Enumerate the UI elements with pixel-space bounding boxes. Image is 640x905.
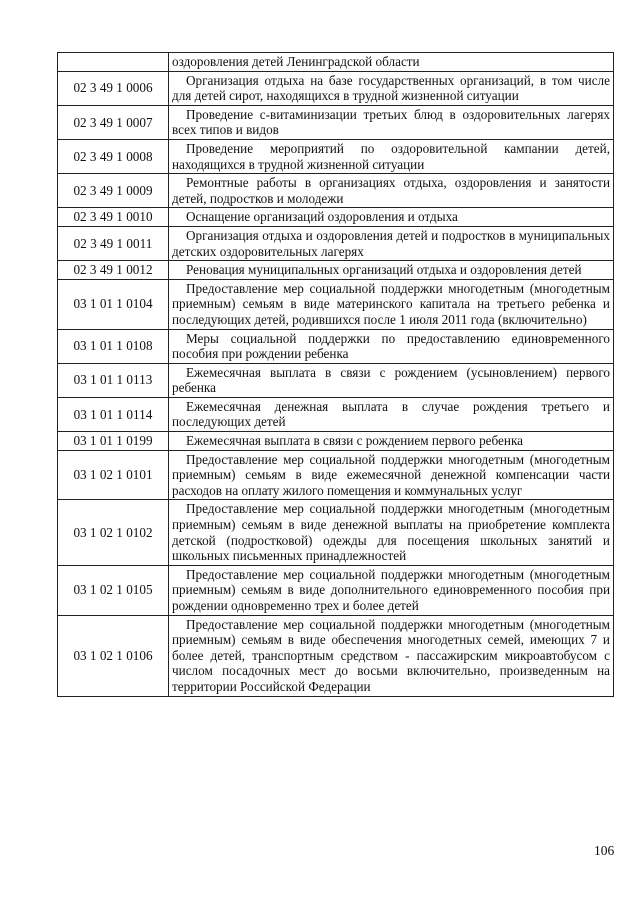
description-cell: Организация отдыха на базе государственных организаций, в том числе для детей сирот, находящихся в трудной жизненной ситуации [169,71,614,105]
code-cell: 03 1 02 1 0101 [58,450,169,500]
description-cell: Проведение с-витаминизации третьих блюд в оздоровительных лагерях всех типов и видов [169,105,614,139]
description-cell: Предоставление мер социальной поддержки многодетным (многодетным приемным) семьям в виде дополнительного единовременного пособия при рождении одновременно трех и более детей [169,565,614,615]
code-cell: 03 1 01 1 0199 [58,432,169,451]
code-cell: 02 3 49 1 0006 [58,71,169,105]
table-row [58,500,614,565]
code-cell: 02 3 49 1 0008 [58,139,169,173]
description-cell: Меры социальной поддержки по предоставлению единовременного пособия при рождении ребенка [169,329,614,363]
table-row [58,329,614,363]
code-cell: 02 3 49 1 0009 [58,174,169,208]
description-cell: Реновация муниципальных организаций отдыха и оздоровления детей [169,261,614,280]
code-cell: 03 1 01 1 0114 [58,397,169,431]
code-cell: 03 1 02 1 0106 [58,615,169,696]
description-cell: Предоставление мер социальной поддержки многодетным (многодетным приемным) семьям в виде ежемесячной денежной компенсации части расходов на оплату жилого помещения и коммунальных услуг [169,450,614,500]
description-cell: Оснащение организаций оздоровления и отдыха [169,208,614,227]
code-cell: 03 1 01 1 0113 [58,363,169,397]
classification-table [57,52,614,697]
code-cell: 03 1 01 1 0104 [58,279,169,329]
description-cell: Организация отдыха и оздоровления детей и подростков в муниципальных детских оздоровительных лагерях [169,226,614,260]
table-row [58,53,614,72]
description-cell: Ежемесячная выплата в связи с рождением первого ребенка [169,432,614,451]
table-row [58,279,614,329]
table-row [58,174,614,208]
table-row [58,615,614,696]
table-row [58,71,614,105]
code-cell: 03 1 02 1 0105 [58,565,169,615]
table-row [58,105,614,139]
description-cell: Проведение мероприятий по оздоровительной кампании детей, находящихся в трудной жизненной ситуации [169,139,614,173]
table-row [58,432,614,451]
code-cell [58,53,169,72]
table-row [58,261,614,280]
description-cell: Ежемесячная денежная выплата в случае рождения третьего и последующих детей [169,397,614,431]
code-cell: 03 1 01 1 0108 [58,329,169,363]
table-row [58,363,614,397]
table-row [58,397,614,431]
table-row [58,565,614,615]
description-cell: Предоставление мер социальной поддержки многодетным (многодетным приемным) семьям в виде материнского капитала на третьего ребенка и последующих детей, родившихся после 1 июля 2011 года (включительно) [169,279,614,329]
page-number: 106 [594,843,615,858]
table-row [58,139,614,173]
table-row [58,208,614,227]
description-cell: Ежемесячная выплата в связи с рождением (усыновлением) первого ребенка [169,363,614,397]
description-cell: Предоставление мер социальной поддержки многодетным (многодетным приемным) семьям в виде обеспечения многодетных семей, имеющих 7 и более детей, транспортным средством - пассажирским микроавтобусом с числом посадочных мест до восьми включительно, произведенным на территории Российской Федерации [169,615,614,696]
code-cell: 03 1 02 1 0102 [58,500,169,565]
code-cell: 02 3 49 1 0012 [58,261,169,280]
table-row [58,226,614,260]
table-row [58,450,614,500]
description-cell: Ремонтные работы в организациях отдыха, оздоровления и занятости детей, подростков и молодежи [169,174,614,208]
code-cell: 02 3 49 1 0007 [58,105,169,139]
description-cell: Предоставление мер социальной поддержки многодетным (многодетным приемным) семьям в виде денежной выплаты на приобретение комплекта детской (подростковой) одежды для посещения школьных занятий и школьных письменных принадлежностей [169,500,614,565]
code-cell: 02 3 49 1 0011 [58,226,169,260]
description-cell: оздоровления детей Ленинградской области [169,53,614,72]
code-cell: 02 3 49 1 0010 [58,208,169,227]
